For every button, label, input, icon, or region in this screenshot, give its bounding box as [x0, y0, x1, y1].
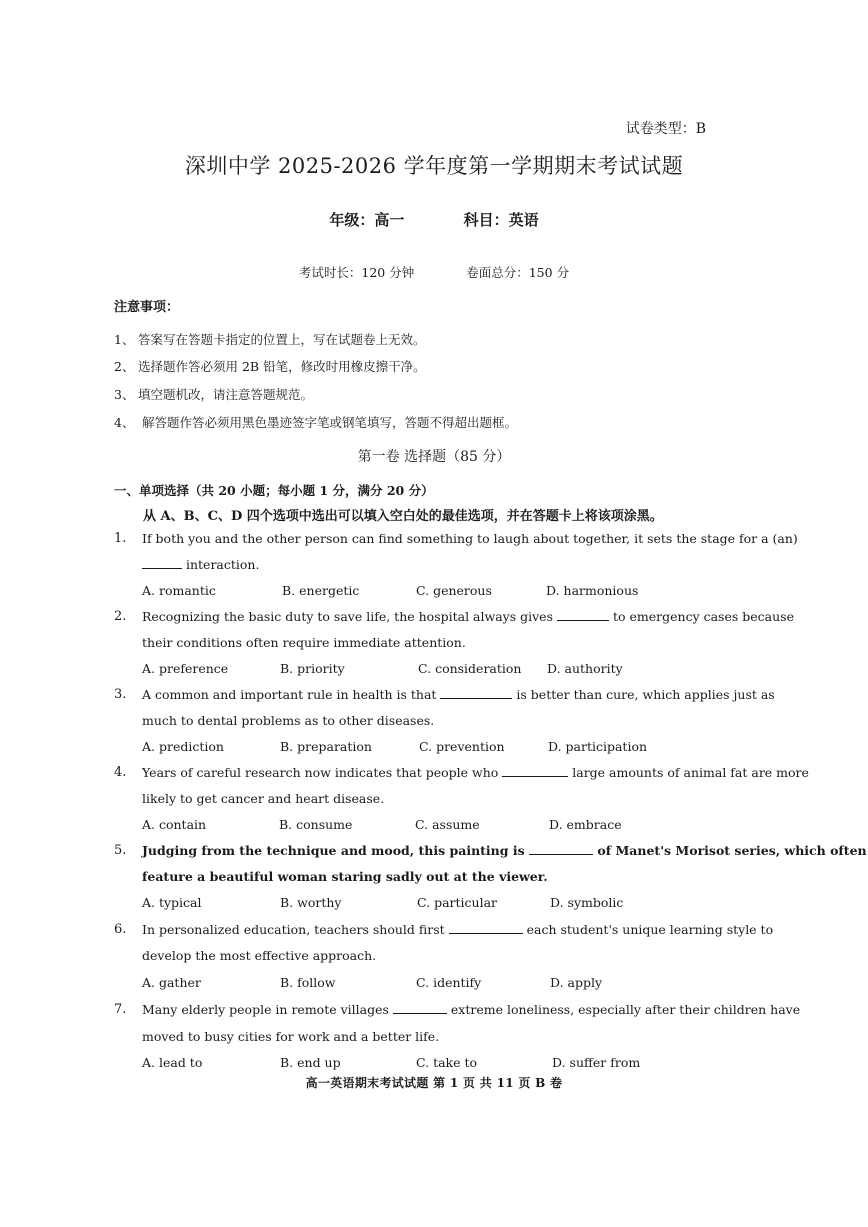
answer-blank — [449, 923, 523, 934]
question-text: If both you and the other person can find something to laugh about together, it sets the stage for a (an) — [142, 531, 798, 546]
question-text: moved to busy cities for work and a better life. — [142, 1029, 440, 1044]
question-number: 1. — [114, 531, 127, 546]
duration-label: 考试时长：120 分钟 — [298, 265, 415, 280]
option-a: A. romantic — [142, 583, 216, 598]
question-number: 4. — [114, 765, 127, 780]
option-b: B. worthy — [280, 895, 342, 910]
option-a: A. gather — [142, 975, 201, 990]
question-text: feature a beautiful woman staring sadly out at the viewer. — [142, 869, 548, 884]
option-c: C. particular — [417, 895, 497, 910]
section-instruction: 从 A、B、C、D 四个选项中选出可以填入空白处的最佳选项，并在答题卡上将该项涂黑。 — [143, 509, 663, 524]
note-item: 2、 选择题作答必须用 2B 铅笔，修改时用橡皮擦干净。 — [114, 359, 426, 374]
option-b: B. preparation — [280, 739, 372, 754]
option-d: D. participation — [548, 739, 648, 754]
part-title: 第一卷 选择题（85 分） — [357, 449, 511, 465]
option-b: B. follow — [280, 975, 336, 990]
exam-meta-line — [0, 263, 868, 281]
exam-title: 深圳中学 2025-2026 学年度第一学期期末考试试题 — [184, 154, 684, 178]
option-b: B. consume — [279, 817, 353, 832]
question-text: develop the most effective approach. — [142, 948, 377, 963]
answer-blank — [393, 1003, 447, 1014]
section-title: 一、单项选择（共 20 小题；每小题 1 分，满分 20 分） — [114, 483, 434, 498]
question-number: 3. — [114, 687, 127, 702]
option-b: B. priority — [280, 661, 345, 676]
answer-blank — [502, 766, 568, 777]
grade-label: 年级：高一 — [329, 211, 405, 229]
option-c: C. consideration — [418, 661, 522, 676]
subject-label: 科目：英语 — [463, 211, 539, 229]
question-text: Recognizing the basic duty to save life, the hospital always gives to emergency cases because — [142, 609, 794, 624]
notes-heading: 注意事项： — [114, 300, 180, 315]
question-text: Years of careful research now indicates that people who large amounts of animal fat are more — [142, 765, 809, 780]
option-b: B. energetic — [282, 583, 360, 598]
note-item: 3、 填空题机改，请注意答题规范。 — [114, 387, 314, 402]
note-item: 4、 解答题作答必须用黑色墨迹签字笔或钢笔填写，答题不得超出题框。 — [114, 415, 518, 430]
question-text: A common and important rule in health is that is better than cure, which applies just as — [142, 687, 775, 702]
answer-blank — [440, 688, 512, 699]
question-text: In personalized education, teachers should first each student's unique learning style to — [142, 922, 774, 937]
option-d: D. suffer from — [552, 1055, 641, 1070]
option-d: D. apply — [550, 975, 603, 990]
question-text: Many elderly people in remote villages extreme loneliness, especially after their children have — [142, 1002, 801, 1017]
option-d: D. authority — [547, 661, 623, 676]
option-d: D. harmonious — [546, 583, 639, 598]
paper-type-label: 试卷类型：B — [625, 121, 706, 137]
question-text: much to dental problems as to other diseases. — [142, 713, 435, 728]
question-text: interaction. — [142, 557, 728, 572]
answer-blank — [557, 610, 609, 621]
question-text: Judging from the technique and mood, this painting is of Manet's Morisot series, which often — [142, 843, 867, 858]
option-c: C. prevention — [419, 739, 505, 754]
option-a: A. preference — [142, 661, 229, 676]
note-item: 1、 答案写在答题卡指定的位置上，写在试题卷上无效。 — [114, 332, 426, 347]
option-a: A. typical — [142, 895, 202, 910]
option-d: D. embrace — [549, 817, 622, 832]
answer-blank — [142, 558, 182, 569]
option-a: A. contain — [142, 817, 207, 832]
page-footer: 高一英语期末考试试题 第 1 页 共 11 页 B 卷 — [305, 1076, 563, 1090]
question-text: likely to get cancer and heart disease. — [142, 791, 385, 806]
question-number: 6. — [114, 922, 127, 937]
option-c: C. assume — [415, 817, 480, 832]
option-c: C. take to — [416, 1055, 478, 1070]
option-a: A. prediction — [142, 739, 224, 754]
question-number: 5. — [114, 843, 127, 858]
option-d: D. symbolic — [550, 895, 624, 910]
question-text: their conditions often require immediate attention. — [142, 635, 466, 650]
answer-blank — [529, 844, 593, 855]
option-c: C. identify — [416, 975, 482, 990]
question-number: 7. — [114, 1002, 127, 1017]
total-score-label: 卷面总分：150 分 — [466, 265, 570, 280]
question-number: 2. — [114, 609, 127, 624]
grade-subject-line — [0, 209, 868, 230]
option-a: A. lead to — [142, 1055, 203, 1070]
option-c: C. generous — [416, 583, 492, 598]
option-b: B. end up — [280, 1055, 341, 1070]
